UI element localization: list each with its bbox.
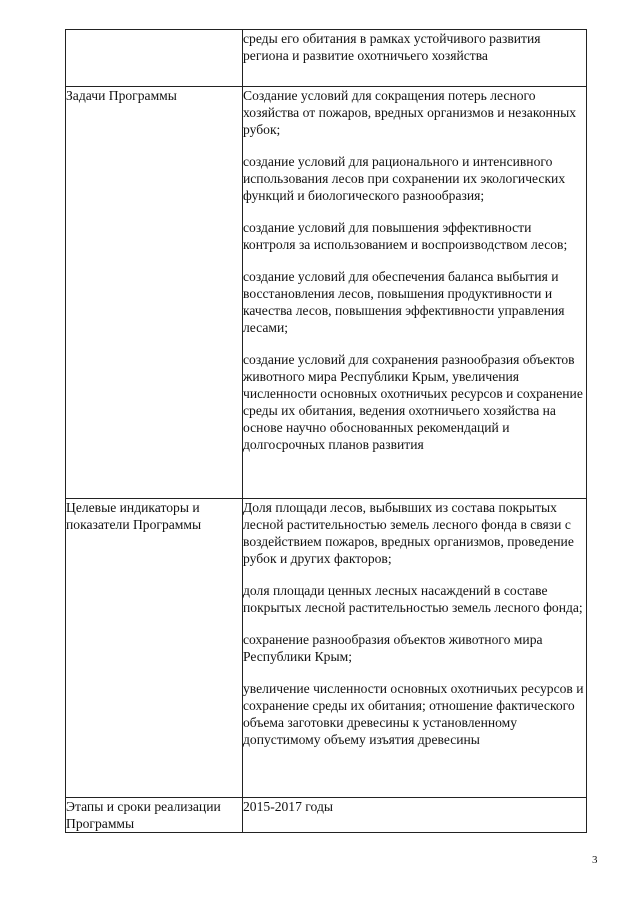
row-label: Целевые индикаторы и показатели Программы — [66, 499, 243, 798]
content-paragraph: создание условий для сохранения разнообразия объектов животного мира Республики Крым, увеличения численности основных охотничьих ресурсов и сохранение среды их обитания, ведения охотничьего хозяйства на основе научно обоснованных рекомендаций и долгосрочных планов развития — [243, 352, 583, 452]
content-paragraph: увеличение численности основных охотничьих ресурсов и сохранение среды их обитания; отношение фактического объема заготовки древесины к установленному допустимому объему изъятия древесины — [243, 681, 584, 747]
row-label — [66, 30, 243, 87]
content-paragraph: создание условий для рационального и интенсивного использования лесов при сохранении их экологических функций и биологического разнообразия; — [243, 154, 566, 203]
row-content — [243, 798, 587, 833]
content-paragraph: создание условий для повышения эффективности контроля за использованием и воспроизводством лесов; — [243, 220, 568, 252]
content-paragraph: среды его обитания в рамках устойчивого развития региона и развитие охотничьего хозяйства — [243, 31, 541, 63]
row-content — [243, 30, 587, 87]
content-paragraph: создание условий для обеспечения баланса выбытия и восстановления лесов, повышения продуктивности и качества лесов, повышения эффективности управления лесами; — [243, 269, 565, 335]
row-content — [243, 499, 587, 798]
page-number: 3 — [592, 854, 598, 866]
row-label: Задачи Программы — [66, 87, 243, 499]
program-passport-table — [65, 29, 587, 833]
table-row-tasks — [66, 87, 587, 499]
content-paragraph: Создание условий для сокращения потерь лесного хозяйства от пожаров, вредных организмов и незаконных рубок; — [243, 88, 577, 137]
row-content — [243, 87, 587, 499]
content-paragraph: Доля площади лесов, выбывших из состава покрытых лесной растительностью земель лесного фонда в связи с воздействием пожаров, вредных организмов, проведение рубок и других факторов; — [243, 500, 574, 566]
content-paragraph: сохранение разнообразия объектов животного мира Республики Крым; — [243, 632, 543, 664]
table-row-timeline — [66, 798, 587, 833]
table-row-indicators — [66, 499, 587, 798]
content-paragraph: 2015-2017 годы — [243, 799, 333, 814]
content-paragraph: доля площади ценных лесных насаждений в составе покрытых лесной растительностью земель лесного фонда; — [243, 583, 583, 615]
row-label: Этапы и сроки реализации Программы — [66, 798, 243, 833]
table-row-continuation — [66, 30, 587, 87]
